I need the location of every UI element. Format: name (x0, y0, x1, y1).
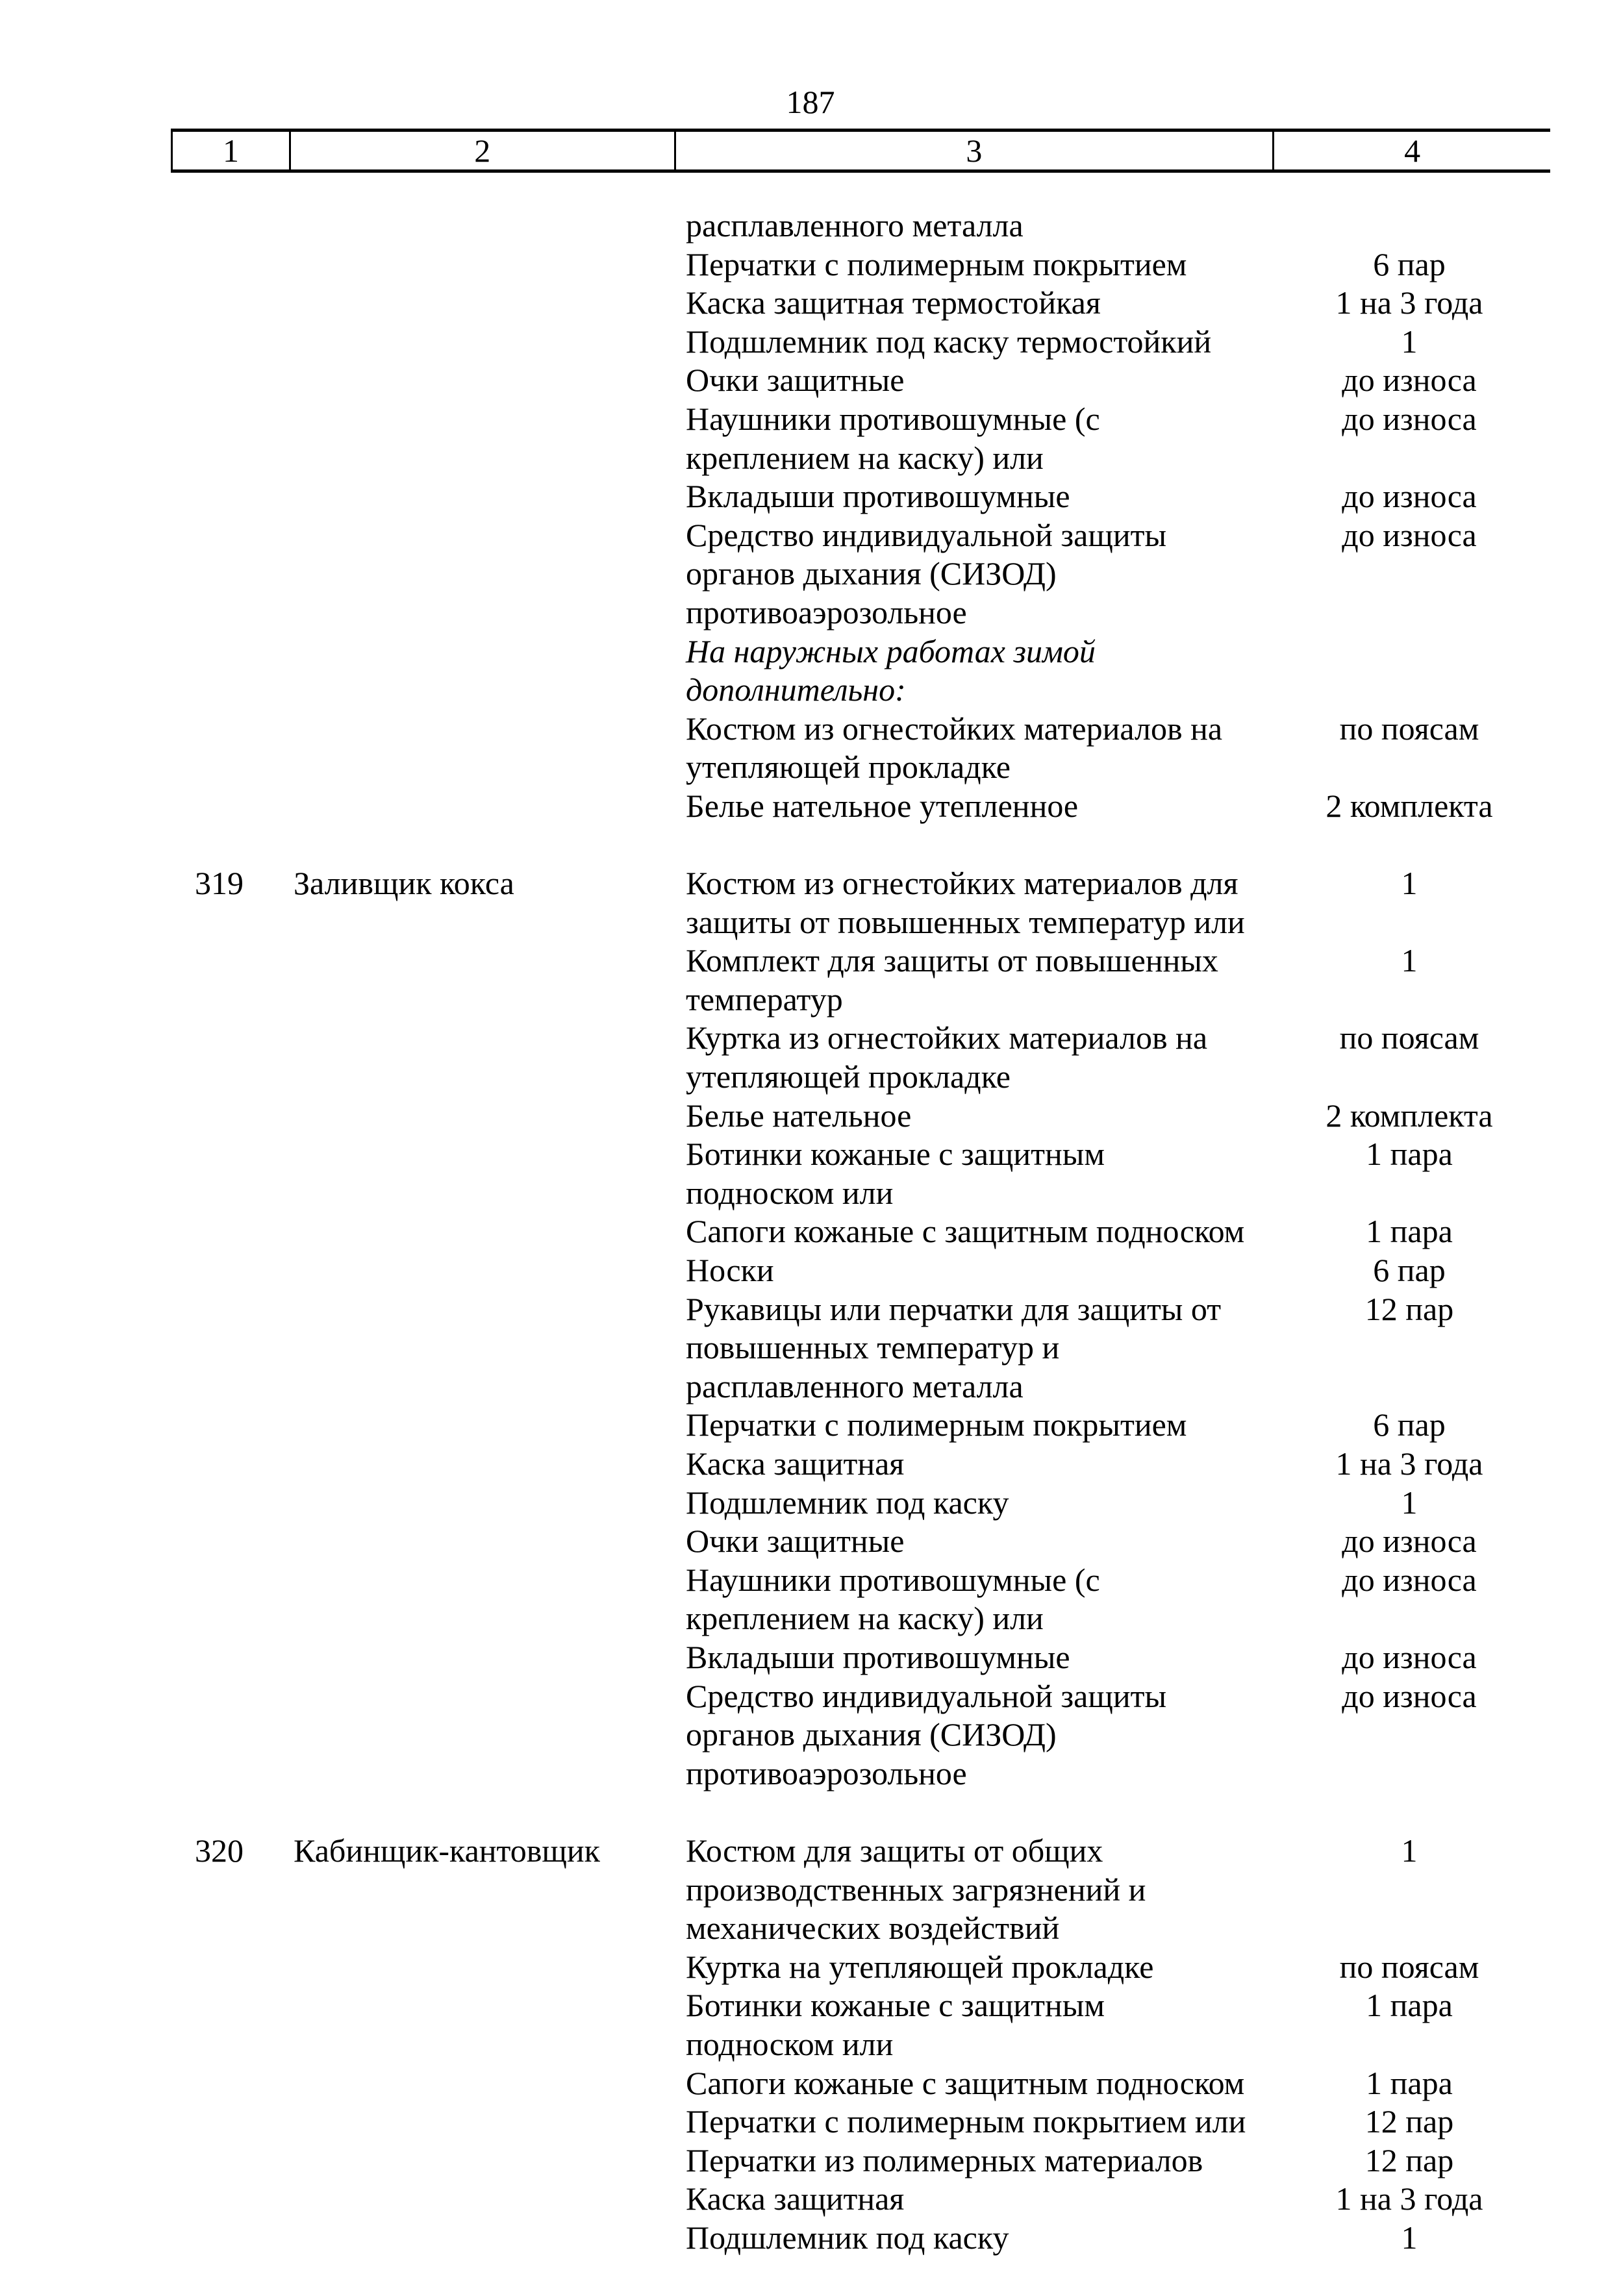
ppe-description (686, 477, 1270, 516)
ppe-description-line: Перчатки с полимерным покрытием (686, 1406, 1187, 1443)
ppe-description (686, 400, 1270, 477)
ppe-norm: 1 (1401, 2219, 1418, 2256)
ppe-item (0, 1019, 1621, 1096)
ppe-description (686, 323, 1270, 362)
ppe-item (0, 1948, 1621, 1987)
ppe-item (0, 1445, 1621, 1484)
ppe-description (686, 1522, 1270, 1561)
ppe-description-line: Очки защитные (686, 362, 905, 399)
ppe-description (686, 1561, 1270, 1638)
ppe-description-line: расплавленного металла (686, 1367, 1024, 1404)
ppe-description (686, 1212, 1270, 1251)
ppe-norm: 6 пар (1373, 1406, 1446, 1443)
ppe-description-line: Наушники противошумные (с (686, 1561, 1100, 1598)
ppe-description (686, 206, 1270, 245)
ppe-norm: до износа (1342, 516, 1477, 553)
ppe-description-line: утепляющей прокладке (686, 1058, 1011, 1095)
ppe-description-line: Перчатки из полимерных материалов (686, 2141, 1203, 2178)
ppe-norm: 6 пар (1373, 245, 1446, 282)
ppe-description-line: Подшлемник под каску термостойкий (686, 323, 1212, 360)
ppe-description-line: Каска защитная термостойкая (686, 284, 1101, 321)
ppe-norm: 1 (1401, 1832, 1418, 1869)
ppe-norm: 1 (1401, 323, 1418, 360)
ppe-item (0, 2141, 1621, 2180)
ppe-item (0, 1406, 1621, 1445)
ppe-description-line: Комплект для защиты от повышенных (686, 942, 1218, 979)
ppe-description-line: Куртка из огнестойких материалов на (686, 1019, 1208, 1056)
ppe-norm: 12 пар (1364, 1290, 1454, 1327)
ppe-description (686, 2103, 1270, 2141)
ppe-item (0, 1638, 1621, 1677)
ppe-description-line: дополнительно: (686, 671, 906, 708)
header-col-4: 4 (1404, 132, 1421, 169)
ppe-description (686, 787, 1270, 826)
ppe-description-line: подноском или (686, 1174, 894, 1211)
ppe-description-line: Костюм из огнестойких материалов на (686, 710, 1223, 747)
ppe-item (0, 2180, 1621, 2219)
ppe-description-line: Перчатки с полимерным покрытием или (686, 2103, 1246, 2140)
ppe-description (686, 361, 1270, 400)
ppe-description (686, 1406, 1270, 1445)
ppe-norm: 1 пара (1366, 1213, 1453, 1250)
ppe-norm: до износа (1342, 1638, 1477, 1675)
ppe-norm: по поясам (1339, 710, 1479, 747)
ppe-item (0, 1561, 1621, 1638)
ppe-item (0, 632, 1621, 710)
ppe-norm: до износа (1342, 400, 1477, 437)
ppe-description-line: противоаэрозольное (686, 593, 967, 630)
table-row-group (0, 206, 1621, 826)
ppe-description-line: Вкладыши противошумные (686, 478, 1070, 515)
ppe-item (0, 284, 1621, 323)
ppe-description (686, 2219, 1270, 2258)
ppe-description (686, 1948, 1270, 1987)
ppe-description (686, 942, 1270, 1019)
ppe-description-line: Белье нательное (686, 1097, 912, 1134)
ppe-item (0, 787, 1621, 826)
ppe-description-line: органов дыхания (СИЗОД) (686, 555, 1057, 592)
ppe-description-line: органов дыхания (СИЗОД) (686, 1716, 1057, 1753)
ppe-description-line: Ботинки кожаные с защитным (686, 1987, 1105, 2024)
ppe-norm: 1 на 3 года (1335, 284, 1483, 321)
ppe-norm: до износа (1342, 362, 1477, 399)
ppe-description-line: Наушники противошумные (с (686, 400, 1100, 437)
row-number: 320 (195, 1832, 244, 1869)
ppe-item (0, 864, 1621, 942)
ppe-description-line: На наружных работах зимой (686, 632, 1096, 669)
ppe-item (0, 2064, 1621, 2103)
ppe-item (0, 1986, 1621, 2064)
ppe-item (0, 1097, 1621, 1136)
ppe-description (686, 2141, 1270, 2180)
table-header (171, 129, 1550, 173)
ppe-description (686, 1135, 1270, 1212)
ppe-description-line: Каска защитная (686, 1445, 905, 1482)
ppe-norm: 1 на 3 года (1335, 2180, 1483, 2217)
ppe-description-line: подноском или (686, 2025, 894, 2062)
ppe-description (686, 1484, 1270, 1523)
ppe-item (0, 361, 1621, 400)
ppe-description (686, 1097, 1270, 1136)
ppe-description-line: Ботинки кожаные с защитным (686, 1136, 1105, 1173)
ppe-description-line: Каска защитная (686, 2180, 905, 2217)
ppe-item (0, 245, 1621, 284)
ppe-norm: до износа (1342, 1677, 1477, 1714)
ppe-description (686, 284, 1270, 323)
table-body (0, 206, 1621, 2296)
ppe-description-line: Очки защитные (686, 1523, 905, 1560)
ppe-item (0, 1484, 1621, 1523)
ppe-description-line: Вкладыши противошумные (686, 1638, 1070, 1675)
header-col-1: 1 (173, 132, 291, 169)
ppe-item (0, 206, 1621, 245)
ppe-description-line: Сапоги кожаные с защитным подноском (686, 1213, 1245, 1250)
ppe-item (0, 2219, 1621, 2258)
ppe-description-line: Подшлемник под каску (686, 2219, 1009, 2256)
ppe-norm: 12 пар (1364, 2141, 1454, 2178)
ppe-norm: до износа (1342, 1523, 1477, 1560)
ppe-description (686, 1445, 1270, 1484)
ppe-norm: 1 пара (1366, 1136, 1453, 1173)
row-number: 319 (195, 865, 244, 902)
ppe-item (0, 942, 1621, 1019)
profession-name: Заливщик кокса (294, 865, 514, 902)
ppe-item (0, 1290, 1621, 1406)
ppe-description-line: Костюм для защиты от общих (686, 1832, 1103, 1869)
ppe-description-line: креплением на каску) или (686, 1600, 1044, 1637)
ppe-description-line: Сапоги кожаные с защитным подноском (686, 2064, 1245, 2101)
ppe-description-line: защиты от повышенных температур или (686, 903, 1245, 940)
ppe-norm: 1 (1401, 942, 1418, 979)
ppe-item (0, 1135, 1621, 1212)
ppe-item (0, 710, 1621, 787)
ppe-description (686, 1832, 1270, 1948)
ppe-description-line: Средство индивидуальной защиты (686, 1677, 1167, 1714)
ppe-description-line: Костюм из огнестойких материалов для (686, 865, 1238, 902)
ppe-description (686, 1019, 1270, 1096)
ppe-description-line: расплавленного металла (686, 207, 1024, 243)
ppe-description (686, 1290, 1270, 1406)
ppe-description-line: механических воздействий (686, 1910, 1060, 1947)
ppe-norm: по поясам (1339, 1948, 1479, 1985)
ppe-item (0, 400, 1621, 477)
ppe-norm: 6 пар (1373, 1252, 1446, 1289)
ppe-description-line: Куртка на утепляющей прокладке (686, 1948, 1154, 1985)
header-col-3: 3 (676, 132, 1275, 169)
ppe-description-line: повышенных температур и (686, 1329, 1060, 1366)
ppe-description-line: Рукавицы или перчатки для защиты от (686, 1290, 1222, 1327)
ppe-item (0, 477, 1621, 516)
ppe-norm: 1 (1401, 1484, 1418, 1521)
ppe-item (0, 1832, 1621, 1948)
ppe-description (686, 632, 1270, 710)
ppe-description (686, 1986, 1270, 2064)
ppe-description (686, 1251, 1270, 1290)
ppe-item (0, 1212, 1621, 1251)
ppe-description (686, 1638, 1270, 1677)
ppe-description-line: Перчатки с полимерным покрытием (686, 245, 1187, 282)
ppe-description (686, 516, 1270, 632)
ppe-norm: 1 на 3 года (1335, 1445, 1483, 1482)
profession-name: Кабинщик-кантовщик (294, 1832, 600, 1869)
ppe-norm: 1 пара (1366, 1987, 1453, 2024)
ppe-description (686, 1677, 1270, 1793)
table-row-group (0, 1832, 1621, 2258)
ppe-item (0, 1522, 1621, 1561)
ppe-norm: 1 (1401, 865, 1418, 902)
ppe-description-line: Носки (686, 1252, 774, 1289)
ppe-description-line: Подшлемник под каску (686, 1484, 1009, 1521)
ppe-description-line: противоаэрозольное (686, 1754, 967, 1791)
ppe-item (0, 1677, 1621, 1793)
ppe-description (686, 2180, 1270, 2219)
ppe-item (0, 516, 1621, 632)
ppe-description-line: креплением на каску) или (686, 439, 1044, 476)
ppe-item (0, 2103, 1621, 2141)
table-row-group (0, 864, 1621, 1793)
ppe-norm: по поясам (1339, 1019, 1479, 1056)
ppe-description (686, 245, 1270, 284)
ppe-description (686, 2064, 1270, 2103)
ppe-item (0, 1251, 1621, 1290)
ppe-description (686, 864, 1270, 942)
ppe-item (0, 323, 1621, 362)
ppe-description-line: производственных загрязнений и (686, 1871, 1146, 1908)
ppe-norm: 2 комплекта (1326, 1097, 1493, 1134)
ppe-description-line: температур (686, 980, 843, 1017)
ppe-norm: 12 пар (1364, 2103, 1454, 2140)
ppe-description-line: утепляющей прокладке (686, 749, 1011, 786)
ppe-description-line: Средство индивидуальной защиты (686, 516, 1167, 553)
ppe-norm: 2 комплекта (1326, 787, 1493, 824)
page-number: 187 (786, 84, 835, 120)
ppe-norm: до износа (1342, 1561, 1477, 1598)
ppe-norm: 1 пара (1366, 2064, 1453, 2101)
header-col-2: 2 (291, 132, 676, 169)
ppe-description (686, 710, 1270, 787)
ppe-norm: до износа (1342, 478, 1477, 515)
ppe-description-line: Белье нательное утепленное (686, 787, 1079, 824)
